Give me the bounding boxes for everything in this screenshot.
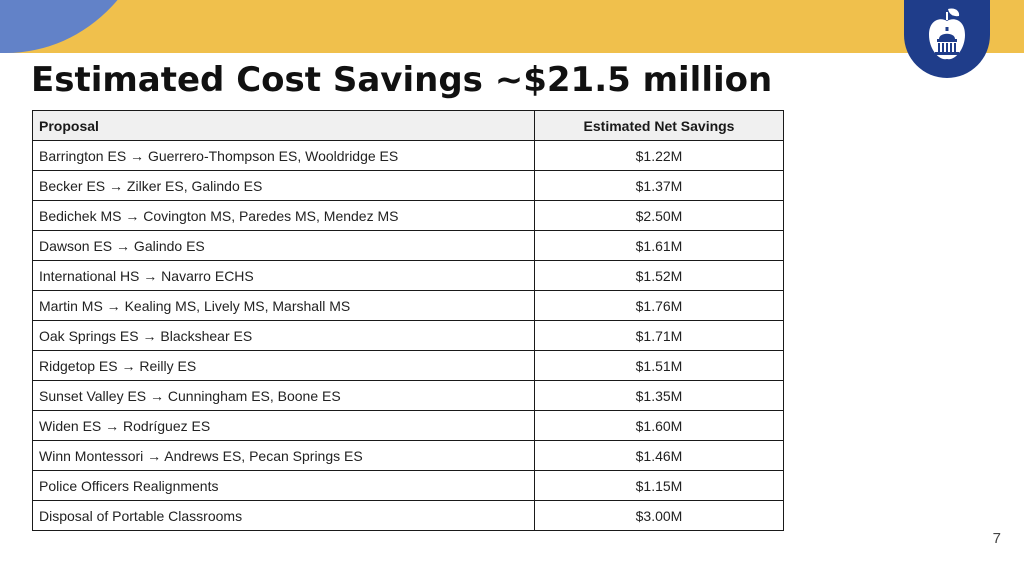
savings-cell: $1.71M [535,321,784,351]
savings-cell: $1.60M [535,411,784,441]
savings-cell: $1.35M [535,381,784,411]
savings-cell: $1.51M [535,351,784,381]
proposal-cell: Bedichek MS → Covington MS, Paredes MS, Mendez MS [33,201,535,231]
savings-cell: $1.52M [535,261,784,291]
savings-cell: $1.76M [535,291,784,321]
table-row [33,291,784,321]
proposal-cell: Disposal of Portable Classrooms [33,501,535,531]
savings-cell: $1.22M [535,141,784,171]
savings-cell: $1.15M [535,471,784,501]
proposal-cell: Police Officers Realignments [33,471,535,501]
proposal-cell: Barrington ES → Guerrero-Thompson ES, Wooldridge ES [33,141,535,171]
table-row [33,171,784,201]
proposal-cell: Martin MS → Kealing MS, Lively MS, Marshall MS [33,291,535,321]
proposal-cell: Becker ES → Zilker ES, Galindo ES [33,171,535,201]
savings-cell: $1.61M [535,231,784,261]
table-header-row [33,111,784,141]
table-row [33,201,784,231]
header-net-savings: Estimated Net Savings [535,111,784,141]
table-row [33,501,784,531]
top-banner [0,0,1024,53]
table-row [33,231,784,261]
proposal-cell: Ridgetop ES → Reilly ES [33,351,535,381]
slide-title: Estimated Cost Savings ~$21.5 million [31,60,773,100]
table-row [33,441,784,471]
savings-cell: $3.00M [535,501,784,531]
proposal-cell: Sunset Valley ES → Cunningham ES, Boone ES [33,381,535,411]
proposal-cell: Oak Springs ES → Blackshear ES [33,321,535,351]
table-row [33,141,784,171]
table-row [33,261,784,291]
table-row [33,381,784,411]
savings-cell: $2.50M [535,201,784,231]
savings-cell: $1.46M [535,441,784,471]
district-logo [904,0,990,78]
proposal-cell: Dawson ES → Galindo ES [33,231,535,261]
table-row [33,411,784,441]
proposal-cell: Widen ES → Rodríguez ES [33,411,535,441]
table-row [33,471,784,501]
table-row [33,351,784,381]
savings-cell: $1.37M [535,171,784,201]
header-proposal: Proposal [33,111,535,141]
table-row [33,321,784,351]
savings-table [32,110,784,531]
proposal-cell: International HS → Navarro ECHS [33,261,535,291]
proposal-cell: Winn Montessori → Andrews ES, Pecan Springs ES [33,441,535,471]
page-number: 7 [992,530,1001,547]
apple-capitol-icon [927,7,967,67]
